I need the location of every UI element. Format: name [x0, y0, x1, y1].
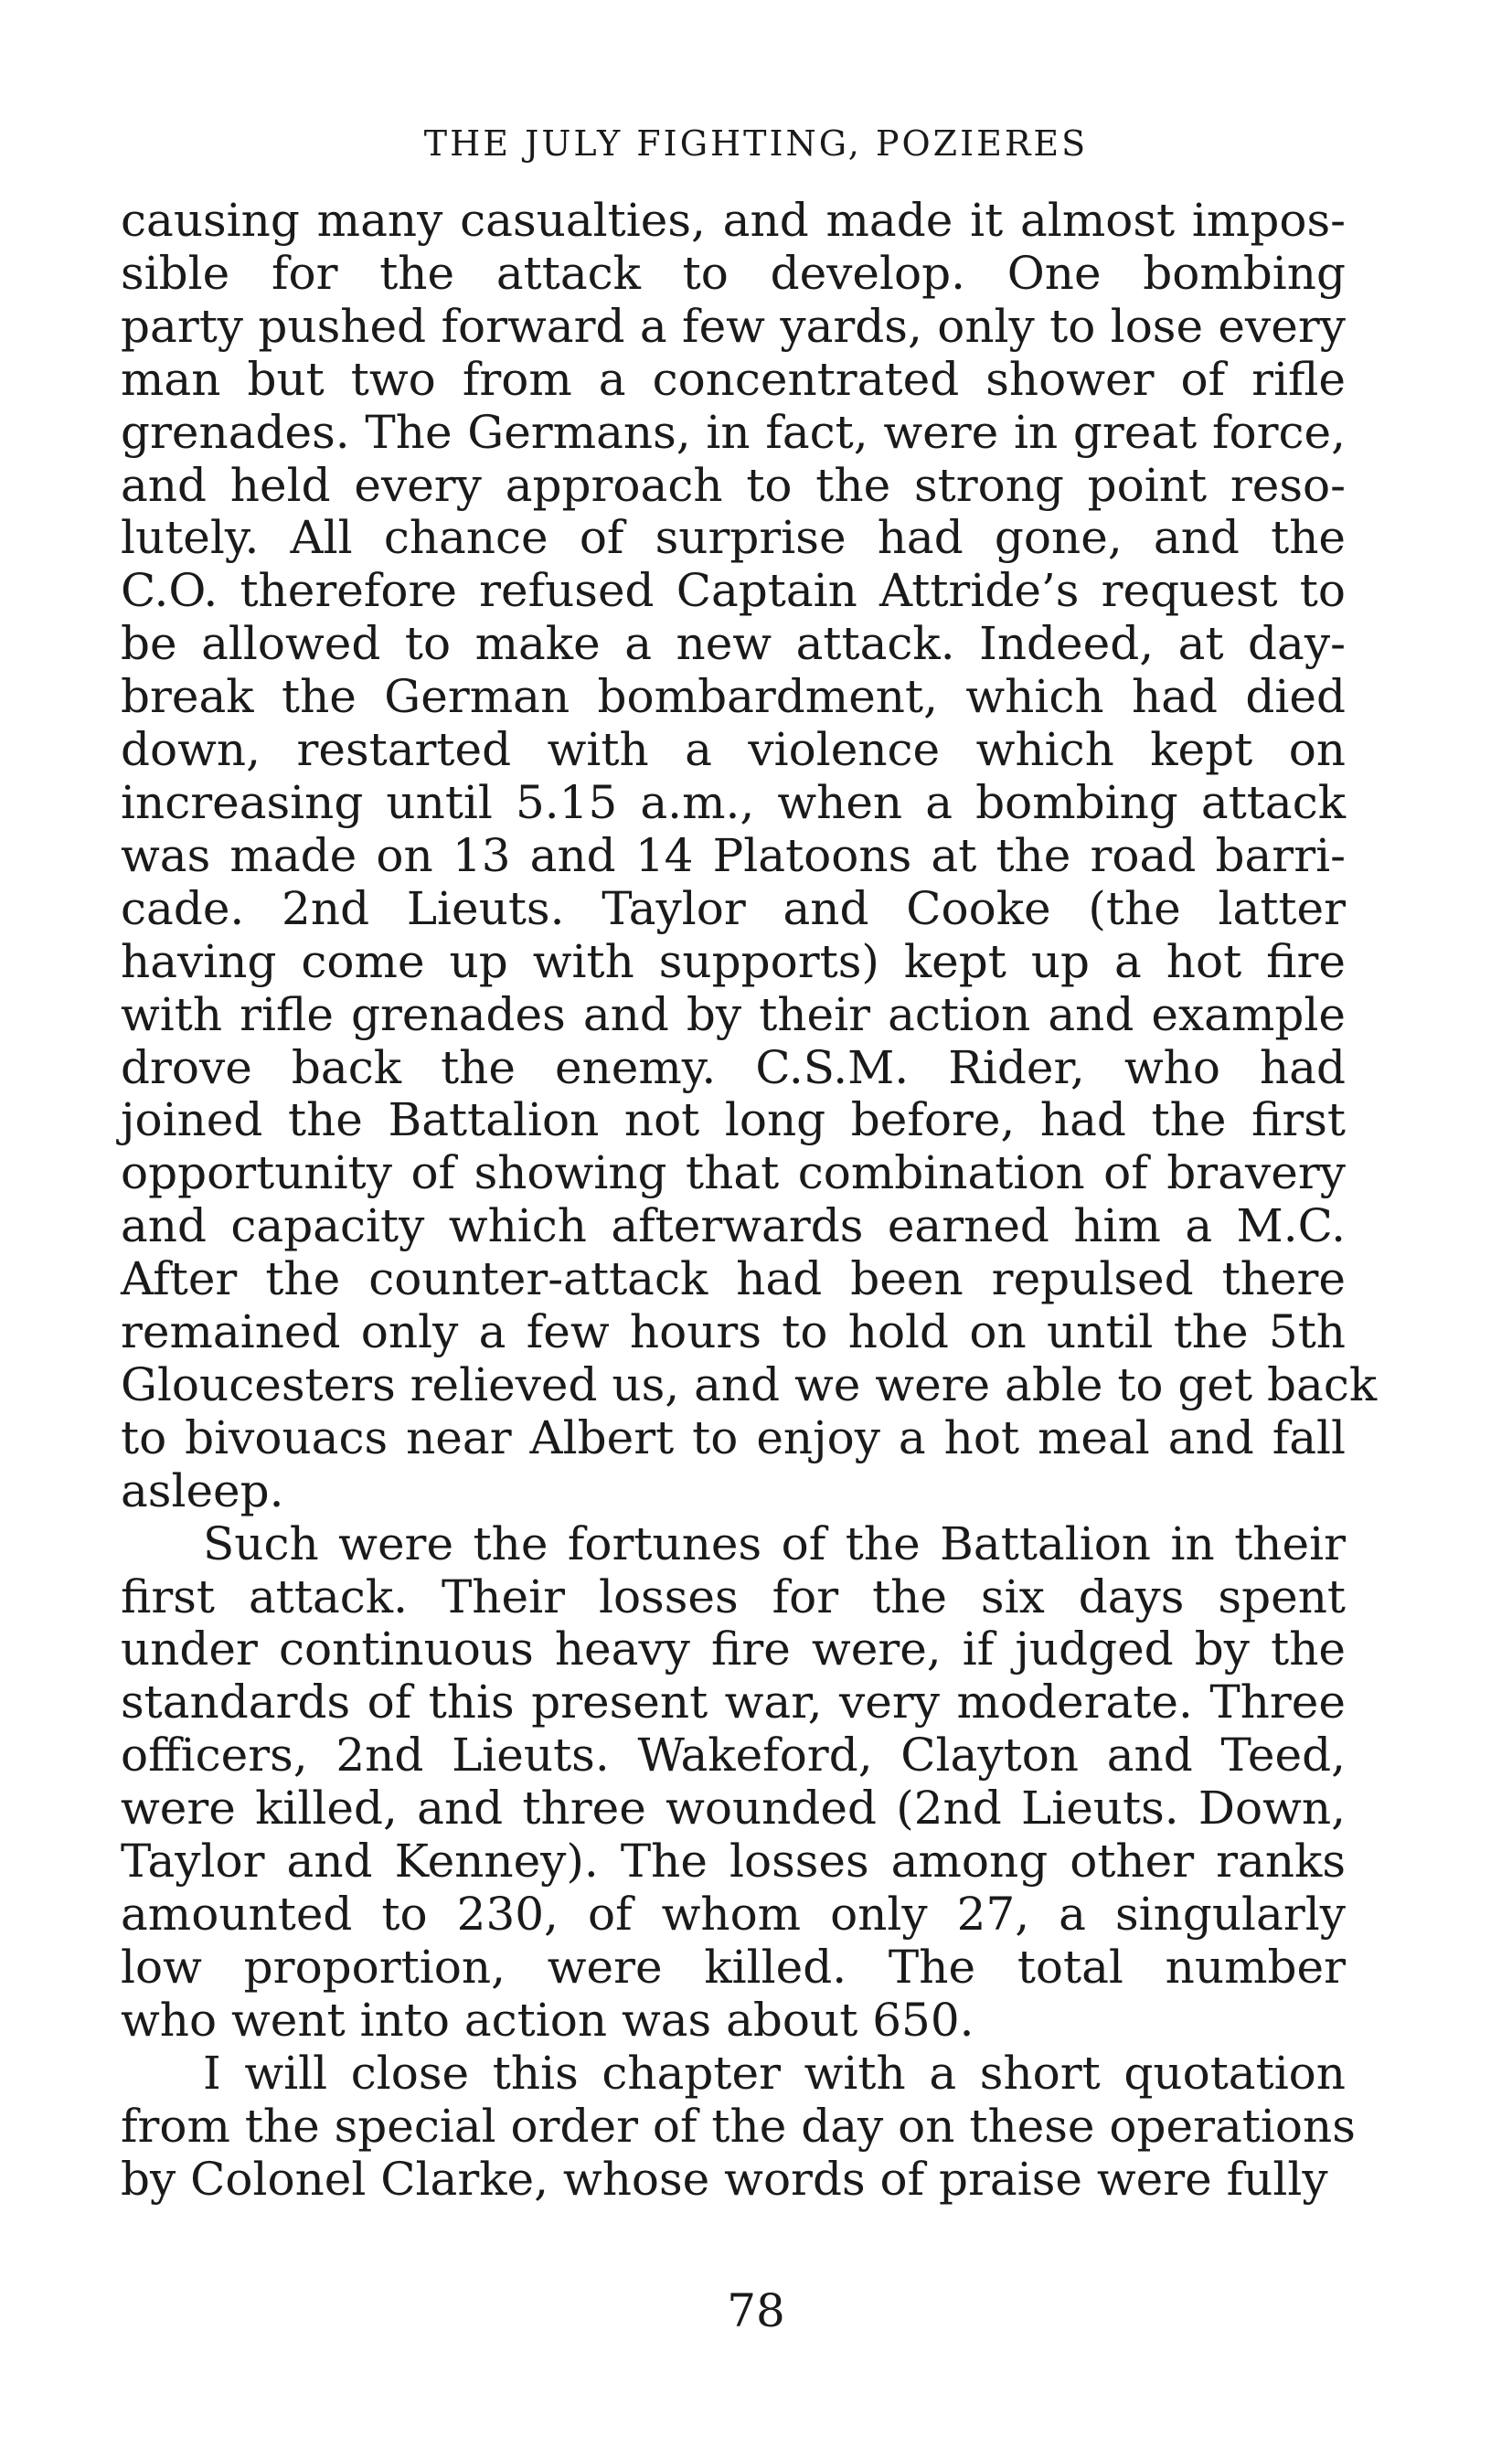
- text-line: to bivouacs near Albert to enjoy a hot meal and fall: [121, 1410, 1346, 1464]
- text-line: Taylor and Kenney). The losses among other ranks: [121, 1835, 1346, 1889]
- text-line: man but two from a concentrated shower of rifle: [121, 352, 1346, 406]
- text-line: and capacity which afterwards earned him a M.C.: [121, 1199, 1346, 1253]
- text-line: Gloucesters relieved us, and we were able to get back: [121, 1357, 1378, 1411]
- text-line: from the special order of the day on these operations: [121, 2099, 1356, 2153]
- text-line: first attack. Their losses for the six days spent: [121, 1570, 1346, 1623]
- text-line: After the counter-attack had been repulsed there: [121, 1252, 1346, 1306]
- text-line: officers, 2nd Lieuts. Wakeford, Clayton and Teed,: [121, 1729, 1346, 1782]
- running-head: THE JULY FIGHTING, POZIERES: [423, 123, 1089, 164]
- text-line: Such were the fortunes of the Battalion in their: [203, 1516, 1346, 1570]
- body-text: [121, 194, 1378, 2206]
- text-line: under continuous heavy fire were, if judged by the: [121, 1623, 1346, 1676]
- text-line: lutely. All chance of surprise had gone, and the: [121, 511, 1346, 565]
- text-line: sible for the attack to develop. One bombing: [121, 246, 1346, 300]
- text-line: grenades. The Germans, in fact, were in great force,: [121, 405, 1346, 459]
- text-line: causing many casualties, and made it almost impos-: [121, 194, 1346, 247]
- text-line: opportunity of showing that combination of bravery: [121, 1146, 1346, 1200]
- text-line: standards of this present war, very moderate. Three: [121, 1676, 1346, 1729]
- text-line: down, restarted with a violence which kept on: [121, 723, 1346, 777]
- text-line: drove back the enemy. C.S.M. Rider, who had: [121, 1040, 1346, 1094]
- text-line: who went into action was about 650.: [121, 1993, 974, 2047]
- text-line: were killed, and three wounded (2nd Lieuts. Down,: [121, 1782, 1346, 1836]
- text-line: increasing until 5.15 a.m., when a bombing attack: [121, 775, 1346, 829]
- text-line: be allowed to make a new attack. Indeed, at day-: [121, 617, 1346, 671]
- text-line: cade. 2nd Lieuts. Taylor and Cooke (the latter: [121, 881, 1346, 935]
- text-line: with rifle grenades and by their action and example: [121, 987, 1346, 1041]
- page-number: 78: [727, 2284, 785, 2337]
- text-line: and held every approach to the strong point reso-: [121, 458, 1346, 512]
- text-line: break the German bombardment, which had died: [121, 670, 1346, 724]
- text-line: remained only a few hours to hold on until the 5th: [121, 1305, 1346, 1359]
- text-line: having come up with supports) kept up a hot fire: [121, 934, 1346, 988]
- text-line: low proportion, were killed. The total number: [121, 1940, 1346, 1994]
- text-line: joined the Battalion not long before, had the first: [121, 1093, 1346, 1147]
- text-line: by Colonel Clarke, whose words of praise were fully: [121, 2152, 1328, 2206]
- paragraph-3: [121, 2046, 1356, 2207]
- text-line: I will close this chapter with a short quotation: [203, 2046, 1346, 2100]
- text-line: C.O. therefore refused Captain Attride’s request to: [121, 564, 1346, 618]
- paragraph-1: [121, 194, 1378, 1518]
- text-line: asleep.: [121, 1463, 284, 1517]
- text-line: party pushed forward a few yards, only to lose every: [121, 299, 1346, 353]
- paragraph-2: [121, 1518, 1346, 2048]
- text-line: was made on 13 and 14 Platoons at the road barri-: [121, 828, 1346, 882]
- text-line: amounted to 230, of whom only 27, a singularly: [121, 1888, 1346, 1941]
